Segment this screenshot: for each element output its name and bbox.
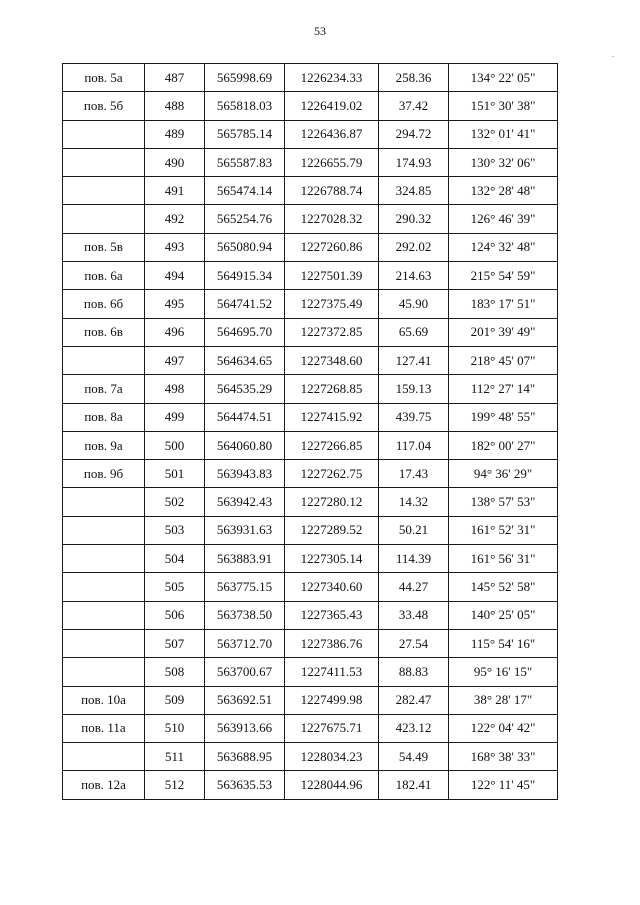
y-coordinate-cell: 1228044.96	[285, 771, 379, 799]
table-row	[63, 771, 558, 799]
x-coordinate-cell: 564915.34	[205, 262, 285, 290]
table-row	[63, 290, 558, 318]
turn-point-cell: пов. 5в	[63, 233, 145, 261]
segment-length-cell: 292.02	[379, 233, 449, 261]
segment-length-cell: 294.72	[379, 120, 449, 148]
table-row	[63, 92, 558, 120]
direction-angle-cell: 124° 32' 48"	[449, 233, 558, 261]
point-number-cell: 492	[145, 205, 205, 233]
x-coordinate-cell: 565254.76	[205, 205, 285, 233]
x-coordinate-cell: 564060.80	[205, 431, 285, 459]
point-number-cell: 509	[145, 686, 205, 714]
table-row	[63, 262, 558, 290]
segment-length-cell: 423.12	[379, 714, 449, 742]
point-number-cell: 494	[145, 262, 205, 290]
segment-length-cell: 44.27	[379, 573, 449, 601]
table-row	[63, 403, 558, 431]
segment-length-cell: 50.21	[379, 516, 449, 544]
turn-point-cell	[63, 743, 145, 771]
x-coordinate-cell: 563738.50	[205, 601, 285, 629]
turn-point-cell	[63, 629, 145, 657]
point-number-cell: 493	[145, 233, 205, 261]
segment-length-cell: 17.43	[379, 460, 449, 488]
turn-point-cell	[63, 488, 145, 516]
table-row	[63, 375, 558, 403]
table-row	[63, 233, 558, 261]
turn-point-cell: пов. 6в	[63, 318, 145, 346]
segment-length-cell: 439.75	[379, 403, 449, 431]
table-row	[63, 64, 558, 92]
turn-point-cell: пов. 7а	[63, 375, 145, 403]
point-number-cell: 506	[145, 601, 205, 629]
direction-angle-cell: 161° 52' 31"	[449, 516, 558, 544]
direction-angle-cell: 151° 30' 38"	[449, 92, 558, 120]
scan-mark: .	[612, 50, 614, 59]
direction-angle-cell: 140° 25' 05"	[449, 601, 558, 629]
direction-angle-cell: 182° 00' 27"	[449, 431, 558, 459]
segment-length-cell: 182.41	[379, 771, 449, 799]
segment-length-cell: 65.69	[379, 318, 449, 346]
direction-angle-cell: 199° 48' 55"	[449, 403, 558, 431]
x-coordinate-cell: 563635.53	[205, 771, 285, 799]
segment-length-cell: 174.93	[379, 148, 449, 176]
segment-length-cell: 54.49	[379, 743, 449, 771]
x-coordinate-cell: 563931.63	[205, 516, 285, 544]
direction-angle-cell: 122° 04' 42"	[449, 714, 558, 742]
y-coordinate-cell: 1227348.60	[285, 346, 379, 374]
segment-length-cell: 45.90	[379, 290, 449, 318]
direction-angle-cell: 161° 56' 31"	[449, 545, 558, 573]
x-coordinate-cell: 563692.51	[205, 686, 285, 714]
point-number-cell: 510	[145, 714, 205, 742]
table-row	[63, 629, 558, 657]
direction-angle-cell: 94° 36' 29"	[449, 460, 558, 488]
turn-point-cell	[63, 658, 145, 686]
y-coordinate-cell: 1227386.76	[285, 629, 379, 657]
direction-angle-cell: 168° 38' 33"	[449, 743, 558, 771]
turn-point-cell: пов. 5а	[63, 64, 145, 92]
point-number-cell: 508	[145, 658, 205, 686]
point-number-cell: 501	[145, 460, 205, 488]
y-coordinate-cell: 1227260.86	[285, 233, 379, 261]
segment-length-cell: 290.32	[379, 205, 449, 233]
turn-point-cell: пов. 9б	[63, 460, 145, 488]
page-number: 53	[314, 24, 326, 38]
y-coordinate-cell: 1227305.14	[285, 545, 379, 573]
turn-point-cell: пов. 8а	[63, 403, 145, 431]
x-coordinate-cell: 563942.43	[205, 488, 285, 516]
y-coordinate-cell: 1227365.43	[285, 601, 379, 629]
y-coordinate-cell: 1227501.39	[285, 262, 379, 290]
direction-angle-cell: 134° 22' 05"	[449, 64, 558, 92]
point-number-cell: 504	[145, 545, 205, 573]
y-coordinate-cell: 1227372.85	[285, 318, 379, 346]
turn-point-cell: пов. 9а	[63, 431, 145, 459]
segment-length-cell: 33.48	[379, 601, 449, 629]
direction-angle-cell: 201° 39' 49"	[449, 318, 558, 346]
table-row	[63, 686, 558, 714]
table-row	[63, 120, 558, 148]
direction-angle-cell: 145° 52' 58"	[449, 573, 558, 601]
y-coordinate-cell: 1227375.49	[285, 290, 379, 318]
point-number-cell: 511	[145, 743, 205, 771]
x-coordinate-cell: 565998.69	[205, 64, 285, 92]
turn-point-cell: пов. 6а	[63, 262, 145, 290]
x-coordinate-cell: 564741.52	[205, 290, 285, 318]
point-number-cell: 489	[145, 120, 205, 148]
direction-angle-cell: 218° 45' 07"	[449, 346, 558, 374]
y-coordinate-cell: 1227411.53	[285, 658, 379, 686]
segment-length-cell: 258.36	[379, 64, 449, 92]
y-coordinate-cell: 1226419.02	[285, 92, 379, 120]
table-row	[63, 318, 558, 346]
direction-angle-cell: 132° 28' 48"	[449, 177, 558, 205]
x-coordinate-cell: 563913.66	[205, 714, 285, 742]
point-number-cell: 491	[145, 177, 205, 205]
x-coordinate-cell: 563700.67	[205, 658, 285, 686]
x-coordinate-cell: 563775.15	[205, 573, 285, 601]
point-number-cell: 507	[145, 629, 205, 657]
point-number-cell: 496	[145, 318, 205, 346]
turn-point-cell: пов. 6б	[63, 290, 145, 318]
segment-length-cell: 114.39	[379, 545, 449, 573]
y-coordinate-cell: 1227340.60	[285, 573, 379, 601]
x-coordinate-cell: 565474.14	[205, 177, 285, 205]
y-coordinate-cell: 1227266.85	[285, 431, 379, 459]
segment-length-cell: 27.54	[379, 629, 449, 657]
y-coordinate-cell: 1227415.92	[285, 403, 379, 431]
table-row	[63, 148, 558, 176]
y-coordinate-cell: 1227262.75	[285, 460, 379, 488]
direction-angle-cell: 126° 46' 39"	[449, 205, 558, 233]
turn-point-cell	[63, 545, 145, 573]
turn-point-cell	[63, 177, 145, 205]
point-number-cell: 499	[145, 403, 205, 431]
x-coordinate-cell: 563688.95	[205, 743, 285, 771]
x-coordinate-cell: 565785.14	[205, 120, 285, 148]
x-coordinate-cell: 564474.51	[205, 403, 285, 431]
table-row	[63, 743, 558, 771]
x-coordinate-cell: 563883.91	[205, 545, 285, 573]
y-coordinate-cell: 1228034.23	[285, 743, 379, 771]
y-coordinate-cell: 1227268.85	[285, 375, 379, 403]
segment-length-cell: 127.41	[379, 346, 449, 374]
y-coordinate-cell: 1226436.87	[285, 120, 379, 148]
coordinates-table	[62, 63, 558, 800]
table-row	[63, 601, 558, 629]
x-coordinate-cell: 565587.83	[205, 148, 285, 176]
point-number-cell: 512	[145, 771, 205, 799]
turn-point-cell	[63, 573, 145, 601]
segment-length-cell: 37.42	[379, 92, 449, 120]
direction-angle-cell: 215° 54' 59"	[449, 262, 558, 290]
turn-point-cell: пов. 5б	[63, 92, 145, 120]
table-row	[63, 346, 558, 374]
segment-length-cell: 88.83	[379, 658, 449, 686]
direction-angle-cell: 115° 54' 16"	[449, 629, 558, 657]
turn-point-cell	[63, 148, 145, 176]
direction-angle-cell: 122° 11' 45"	[449, 771, 558, 799]
direction-angle-cell: 183° 17' 51"	[449, 290, 558, 318]
point-number-cell: 497	[145, 346, 205, 374]
segment-length-cell: 117.04	[379, 431, 449, 459]
y-coordinate-cell: 1227280.12	[285, 488, 379, 516]
x-coordinate-cell: 563712.70	[205, 629, 285, 657]
point-number-cell: 490	[145, 148, 205, 176]
direction-angle-cell: 132° 01' 41"	[449, 120, 558, 148]
point-number-cell: 488	[145, 92, 205, 120]
turn-point-cell: пов. 12а	[63, 771, 145, 799]
direction-angle-cell: 38° 28' 17"	[449, 686, 558, 714]
table-row	[63, 573, 558, 601]
turn-point-cell	[63, 601, 145, 629]
table-row	[63, 658, 558, 686]
x-coordinate-cell: 565080.94	[205, 233, 285, 261]
turn-point-cell	[63, 346, 145, 374]
segment-length-cell: 282.47	[379, 686, 449, 714]
table-row	[63, 177, 558, 205]
direction-angle-cell: 95° 16' 15"	[449, 658, 558, 686]
segment-length-cell: 324.85	[379, 177, 449, 205]
turn-point-cell	[63, 120, 145, 148]
x-coordinate-cell: 565818.03	[205, 92, 285, 120]
point-number-cell: 495	[145, 290, 205, 318]
y-coordinate-cell: 1227028.32	[285, 205, 379, 233]
y-coordinate-cell: 1226655.79	[285, 148, 379, 176]
direction-angle-cell: 130° 32' 06"	[449, 148, 558, 176]
segment-length-cell: 159.13	[379, 375, 449, 403]
point-number-cell: 498	[145, 375, 205, 403]
x-coordinate-cell: 564535.29	[205, 375, 285, 403]
y-coordinate-cell: 1227675.71	[285, 714, 379, 742]
table-row	[63, 431, 558, 459]
point-number-cell: 505	[145, 573, 205, 601]
table-row	[63, 714, 558, 742]
table-row	[63, 205, 558, 233]
point-number-cell: 487	[145, 64, 205, 92]
segment-length-cell: 14.32	[379, 488, 449, 516]
table-row	[63, 488, 558, 516]
x-coordinate-cell: 563943.83	[205, 460, 285, 488]
turn-point-cell: пов. 10а	[63, 686, 145, 714]
x-coordinate-cell: 564695.70	[205, 318, 285, 346]
coordinates-table-body	[63, 64, 558, 800]
turn-point-cell	[63, 205, 145, 233]
turn-point-cell	[63, 516, 145, 544]
segment-length-cell: 214.63	[379, 262, 449, 290]
y-coordinate-cell: 1226234.33	[285, 64, 379, 92]
point-number-cell: 503	[145, 516, 205, 544]
table-row	[63, 545, 558, 573]
point-number-cell: 502	[145, 488, 205, 516]
y-coordinate-cell: 1226788.74	[285, 177, 379, 205]
table-row	[63, 460, 558, 488]
point-number-cell: 500	[145, 431, 205, 459]
direction-angle-cell: 112° 27' 14"	[449, 375, 558, 403]
y-coordinate-cell: 1227499.98	[285, 686, 379, 714]
y-coordinate-cell: 1227289.52	[285, 516, 379, 544]
direction-angle-cell: 138° 57' 53"	[449, 488, 558, 516]
turn-point-cell: пов. 11а	[63, 714, 145, 742]
table-row	[63, 516, 558, 544]
x-coordinate-cell: 564634.65	[205, 346, 285, 374]
